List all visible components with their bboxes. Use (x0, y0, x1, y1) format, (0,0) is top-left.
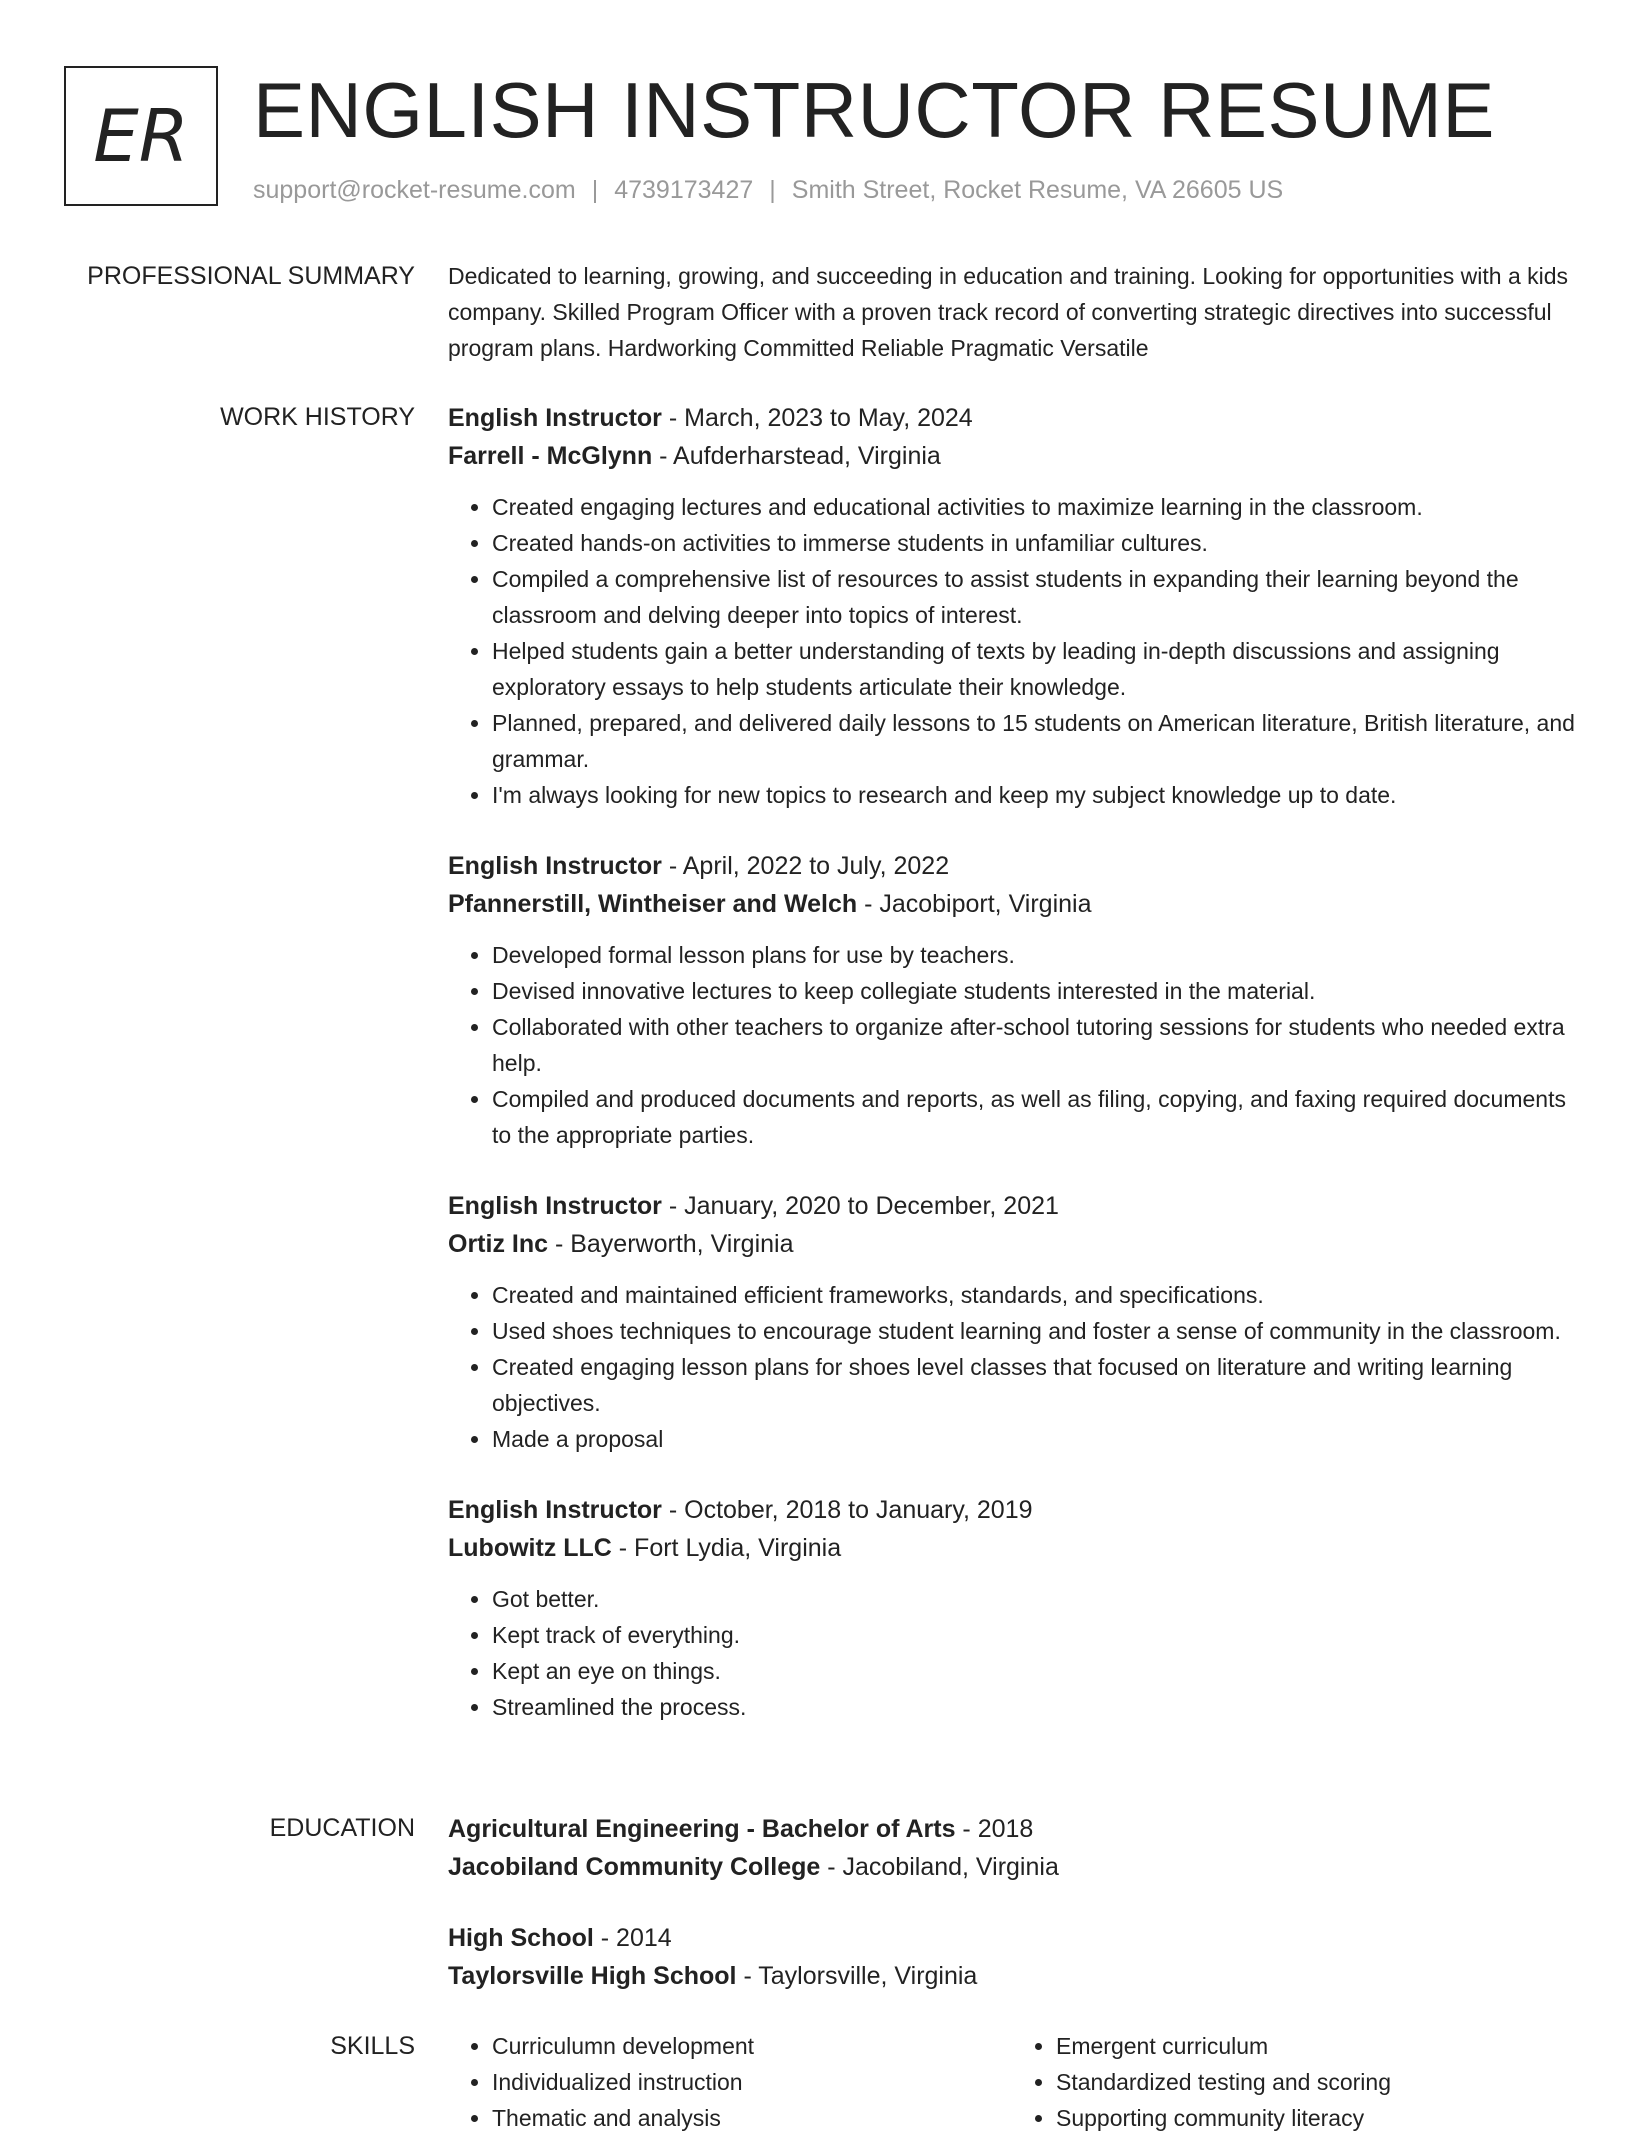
job-dates: - October, 2018 to January, 2019 (661, 1496, 1033, 1524)
school-location: - Taylorsville, Virginia (736, 1962, 978, 1990)
job-company: Farrell - McGlynn (448, 442, 653, 470)
job-entry (448, 1187, 1576, 1457)
list-item: • Developed formal lesson plans for use by teachers. (492, 937, 1576, 973)
job-bullets (448, 937, 1576, 1153)
degree: High School (448, 1924, 594, 1952)
list-item: • Thematic and analysis (492, 2100, 1012, 2136)
school: Taylorsville High School (448, 1962, 737, 1990)
contact-address: Smith Street, Rocket Resume, VA 26605 US (791, 176, 1284, 204)
list-item: • Planned, prepared, and delivered daily lessons to 15 students on American literature, British literature, and grammar. (492, 705, 1576, 777)
job-dates: - January, 2020 to December, 2021 (661, 1192, 1059, 1220)
list-item: • Compiled and produced documents and reports, as well as filing, copying, and faxing required documents to the appropriate parties. (492, 1081, 1576, 1153)
skills-columns (448, 2028, 1576, 2136)
job-location: - Bayerworth, Virginia (548, 1230, 794, 1258)
list-item: • I'm always looking for new topics to research and keep my subject knowledge up to date. (492, 777, 1576, 813)
list-item: • Collaborated with other teachers to organize after-school tutoring sessions for students who needed extra help. (492, 1009, 1576, 1081)
contact-line (253, 172, 1283, 208)
school: Jacobiland Community College (448, 1853, 821, 1881)
job-title-line (448, 399, 1576, 437)
job-bullets (448, 1581, 1576, 1725)
list-item: • Created engaging lesson plans for shoes level classes that focused on literature and writing learning objectives. (492, 1349, 1576, 1421)
job-title: English Instructor (448, 1192, 662, 1220)
section-label-education: EDUCATION (269, 1814, 415, 1842)
contact-separator: | (591, 176, 599, 204)
contact-email: support@rocket-resume.com (253, 176, 576, 204)
degree-line (448, 1919, 1576, 1957)
education-entry (448, 1919, 1576, 1995)
job-location: - Aufderharstead, Virginia (652, 442, 941, 470)
job-title-line (448, 1187, 1576, 1225)
section-label-summary: PROFESSIONAL SUMMARY (87, 262, 415, 290)
skills-list-right (1012, 2028, 1576, 2136)
list-item: • Devised innovative lectures to keep collegiate students interested in the material. (492, 973, 1576, 1009)
school-location: - Jacobiland, Virginia (820, 1853, 1059, 1881)
school-line (448, 1957, 1576, 1995)
degree-line (448, 1810, 1576, 1848)
monogram-badge: ER (64, 66, 218, 206)
section-label-work-history: WORK HISTORY (220, 403, 415, 431)
list-item: • Supporting community literacy (1056, 2100, 1576, 2136)
list-item: • Emergent curriculum (1056, 2028, 1576, 2064)
job-company: Pfannerstill, Wintheiser and Welch (448, 890, 858, 918)
list-item: • Created engaging lectures and educational activities to maximize learning in the classroom. (492, 489, 1576, 525)
list-item: • Standardized testing and scoring (1056, 2064, 1576, 2100)
list-item: • Kept an eye on things. (492, 1653, 1576, 1689)
job-title: English Instructor (448, 852, 662, 880)
education-entry (448, 1810, 1576, 1886)
list-item: • Used shoes techniques to encourage student learning and foster a sense of community in the classroom. (492, 1313, 1576, 1349)
job-company: Lubowitz LLC (448, 1534, 612, 1562)
list-item: • Created hands-on activities to immerse students in unfamiliar cultures. (492, 525, 1576, 561)
degree: Agricultural Engineering - Bachelor of Arts (448, 1815, 956, 1843)
job-company-line (448, 1529, 1576, 1567)
contact-separator: | (769, 176, 776, 204)
degree-year: - 2018 (955, 1815, 1034, 1843)
job-dates: - April, 2022 to July, 2022 (661, 852, 950, 880)
job-location: - Jacobiport, Virginia (857, 890, 1092, 918)
resume-header (64, 64, 1592, 214)
degree-year: - 2014 (593, 1924, 672, 1952)
job-dates: - March, 2023 to May, 2024 (661, 404, 973, 432)
list-item: • Got better. (492, 1581, 1576, 1617)
job-bullets (448, 489, 1576, 813)
list-item: • Created and maintained efficient frameworks, standards, and specifications. (492, 1277, 1576, 1313)
list-item: • Individualized instruction (492, 2064, 1012, 2100)
list-item: • Made a proposal (492, 1421, 1576, 1457)
school-line (448, 1848, 1576, 1886)
job-entry (448, 1491, 1576, 1725)
job-company-line (448, 437, 1576, 475)
summary-text: Dedicated to learning, growing, and succeeding in education and training. Looking for opportunities with a kids company. Skilled Program Officer with a proven track record of converting strategic directives into successful program plans. Hardworking Committed Reliable Pragmatic Versatile (448, 263, 1569, 361)
skills-list-left (448, 2028, 1012, 2136)
job-title: English Instructor (448, 1496, 662, 1524)
section-label-skills: SKILLS (330, 2032, 415, 2060)
contact-phone: 4739173427 (614, 176, 754, 204)
list-item: • Helped students gain a better understanding of texts by leading in-depth discussions and assigning exploratory essays to help students articulate their knowledge. (492, 633, 1576, 705)
job-bullets (448, 1277, 1576, 1457)
page-title: ENGLISH INSTRUCTOR RESUME (253, 66, 1495, 154)
list-item: • Kept track of everything. (492, 1617, 1576, 1653)
list-item: • Compiled a comprehensive list of resources to assist students in expanding their learning beyond the classroom and delving deeper into topics of interest. (492, 561, 1576, 633)
job-company-line (448, 885, 1576, 923)
job-title-line (448, 1491, 1576, 1529)
list-item: • Streamlined the process. (492, 1689, 1576, 1725)
list-item: • Curriculumn development (492, 2028, 1012, 2064)
job-title-line (448, 847, 1576, 885)
job-entry (448, 847, 1576, 1153)
job-entry (448, 399, 1576, 813)
job-title: English Instructor (448, 404, 662, 432)
job-company-line (448, 1225, 1576, 1263)
job-location: - Fort Lydia, Virginia (611, 1534, 842, 1562)
job-company: Ortiz Inc (448, 1230, 549, 1258)
